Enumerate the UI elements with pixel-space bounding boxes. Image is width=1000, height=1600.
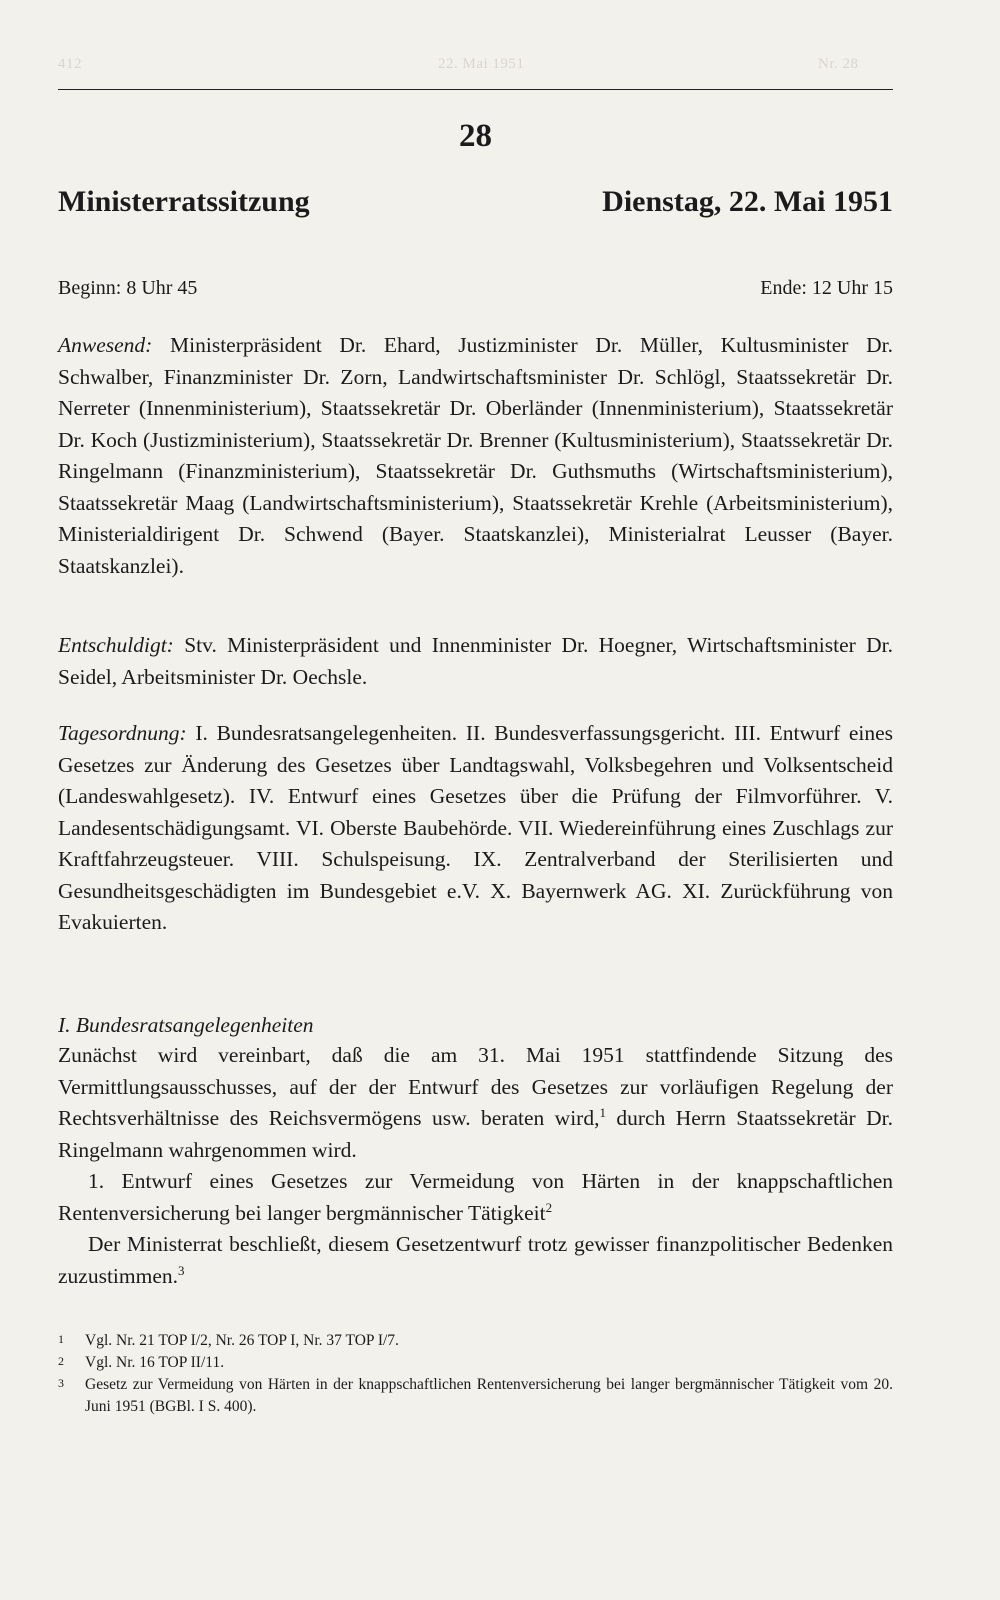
attendees-paragraph	[58, 330, 893, 582]
document-number: 28	[459, 118, 492, 154]
running-header-number: Nr. 28	[818, 56, 859, 72]
agenda-label: Tagesordnung:	[58, 721, 187, 745]
footnote-mark: 3	[58, 1376, 64, 1390]
agenda-text: I. Bundesratsangelegenheiten. II. Bundesverfassungsgericht. III. Entwurf eines Gesetzes zur Änderung des Gesetzes über Landtagswahl, Volksbegehren und Volksentscheid (Landeswahlgesetz). IV. Entwurf eines Gesetzes über die Prüfung der Filmvorführer. V. Landesentschädigungsamt. VI. Oberste Baubehörde. VII. Wiedereinführung eines Zuschlags zur Kraftfahrzeugsteuer. VIII. Schulspeisung. IX. Zentralverband der Sterilisierten und Gesundheitsgeschädigten im Bundesgebiet e.V. X. Bayernwerk AG. XI. Zurückführung von Evakuierten.	[58, 721, 893, 934]
running-header-date: 22. Mai 1951	[438, 56, 525, 72]
document-page	[58, 0, 893, 1600]
footnote-text: Gesetz zur Vermeidung von Härten in der knappschaftlichen Rentenversicherung bei langer bergmännischer Tätigkeit vom 20. Juni 1951 (BGBl. I S. 400).	[85, 1376, 893, 1415]
footnote	[58, 1330, 893, 1352]
attendees-text: Ministerpräsident Dr. Ehard, Justizminister Dr. Müller, Kultusminister Dr. Schwalber, Finanzminister Dr. Zorn, Landwirtschaftsminister Dr. Schlögl, Staatssekretär Dr. Nerreter (Innenministerium), Staatssekretär Dr. Oberländer (Innenministerium), Staatssekretär Dr. Koch (Justizministerium), Staatssekretär Dr. Brenner (Kultusministerium), Staatssekretär Dr. Ringelmann (Finanzministerium), Staatssekretär Dr. Guthsmuths (Wirtschaftsministerium), Staatssekretär Maag (Landwirtschaftsministerium), Staatssekretär Krehle (Arbeitsministerium), Ministerialdirigent Dr. Schwend (Bayer. Staatskanzlei), Ministerialrat Leusser (Bayer. Staatskanzlei).	[58, 333, 893, 578]
begin-time: Beginn: 8 Uhr 45	[58, 277, 198, 299]
footnote-mark: 2	[58, 1354, 64, 1368]
footnotes	[58, 1330, 893, 1418]
document-title: Ministerratssitzung	[58, 185, 310, 218]
header-rule	[58, 89, 893, 90]
section-heading: I. Bundesratsangelegenheiten	[58, 1013, 314, 1037]
document-date: Dienstag, 22. Mai 1951	[602, 185, 893, 218]
footnote-ref-1[interactable]: 1	[599, 1104, 606, 1120]
attendees-label: Anwesend:	[58, 333, 153, 357]
agenda-paragraph	[58, 718, 893, 939]
excused-label: Entschuldigt:	[58, 633, 174, 657]
title-row	[58, 182, 893, 222]
footnote-ref-2[interactable]: 2	[545, 1199, 553, 1215]
footnote-text: Vgl. Nr. 16 TOP II/11.	[85, 1354, 225, 1371]
time-row	[58, 272, 893, 304]
agenda-item-1: 1. Entwurf eines Gesetzes zur Vermeidung von Härten in der knappschaftlichen Rentenversicherung bei langer bergmännischer Tätigkeit$^2$	[58, 1169, 893, 1225]
footnote-mark: 1	[58, 1332, 64, 1346]
footnote	[58, 1374, 893, 1418]
running-header-page: 412	[58, 56, 82, 72]
excused-paragraph	[58, 630, 893, 693]
excused-text: Stv. Ministerpräsident und Innenminister Dr. Hoegner, Wirtschaftsminister Dr. Seidel, Arbeitsminister Dr. Oechsle.	[58, 633, 894, 689]
footnote-ref-3[interactable]: 3	[178, 1262, 185, 1278]
footnote-text: Vgl. Nr. 21 TOP I/2, Nr. 26 TOP I, Nr. 37 TOP I/7.	[85, 1332, 399, 1349]
footnote	[58, 1352, 893, 1374]
decision-paragraph: Der Ministerrat beschließt, diesem Gesetzentwurf trotz gewisser finanzpolitischer Bedenken zuzustimmen.$^3$	[58, 1232, 893, 1288]
end-time: Ende: 12 Uhr 15	[760, 277, 893, 299]
section-intro: Zunächst wird vereinbart, daß die am 31. Mai 1951 stattfindende Sitzung des Vermittlungsausschusses, auf der der Entwurf des Gesetzes zur vorläufigen Regelung der Rechtsverhältnisse des Reichsvermögens usw. beraten wird,$^1$ durch Herrn Staatssekretär Dr. Ringelmann wahrgenommen wird.	[58, 1043, 893, 1162]
